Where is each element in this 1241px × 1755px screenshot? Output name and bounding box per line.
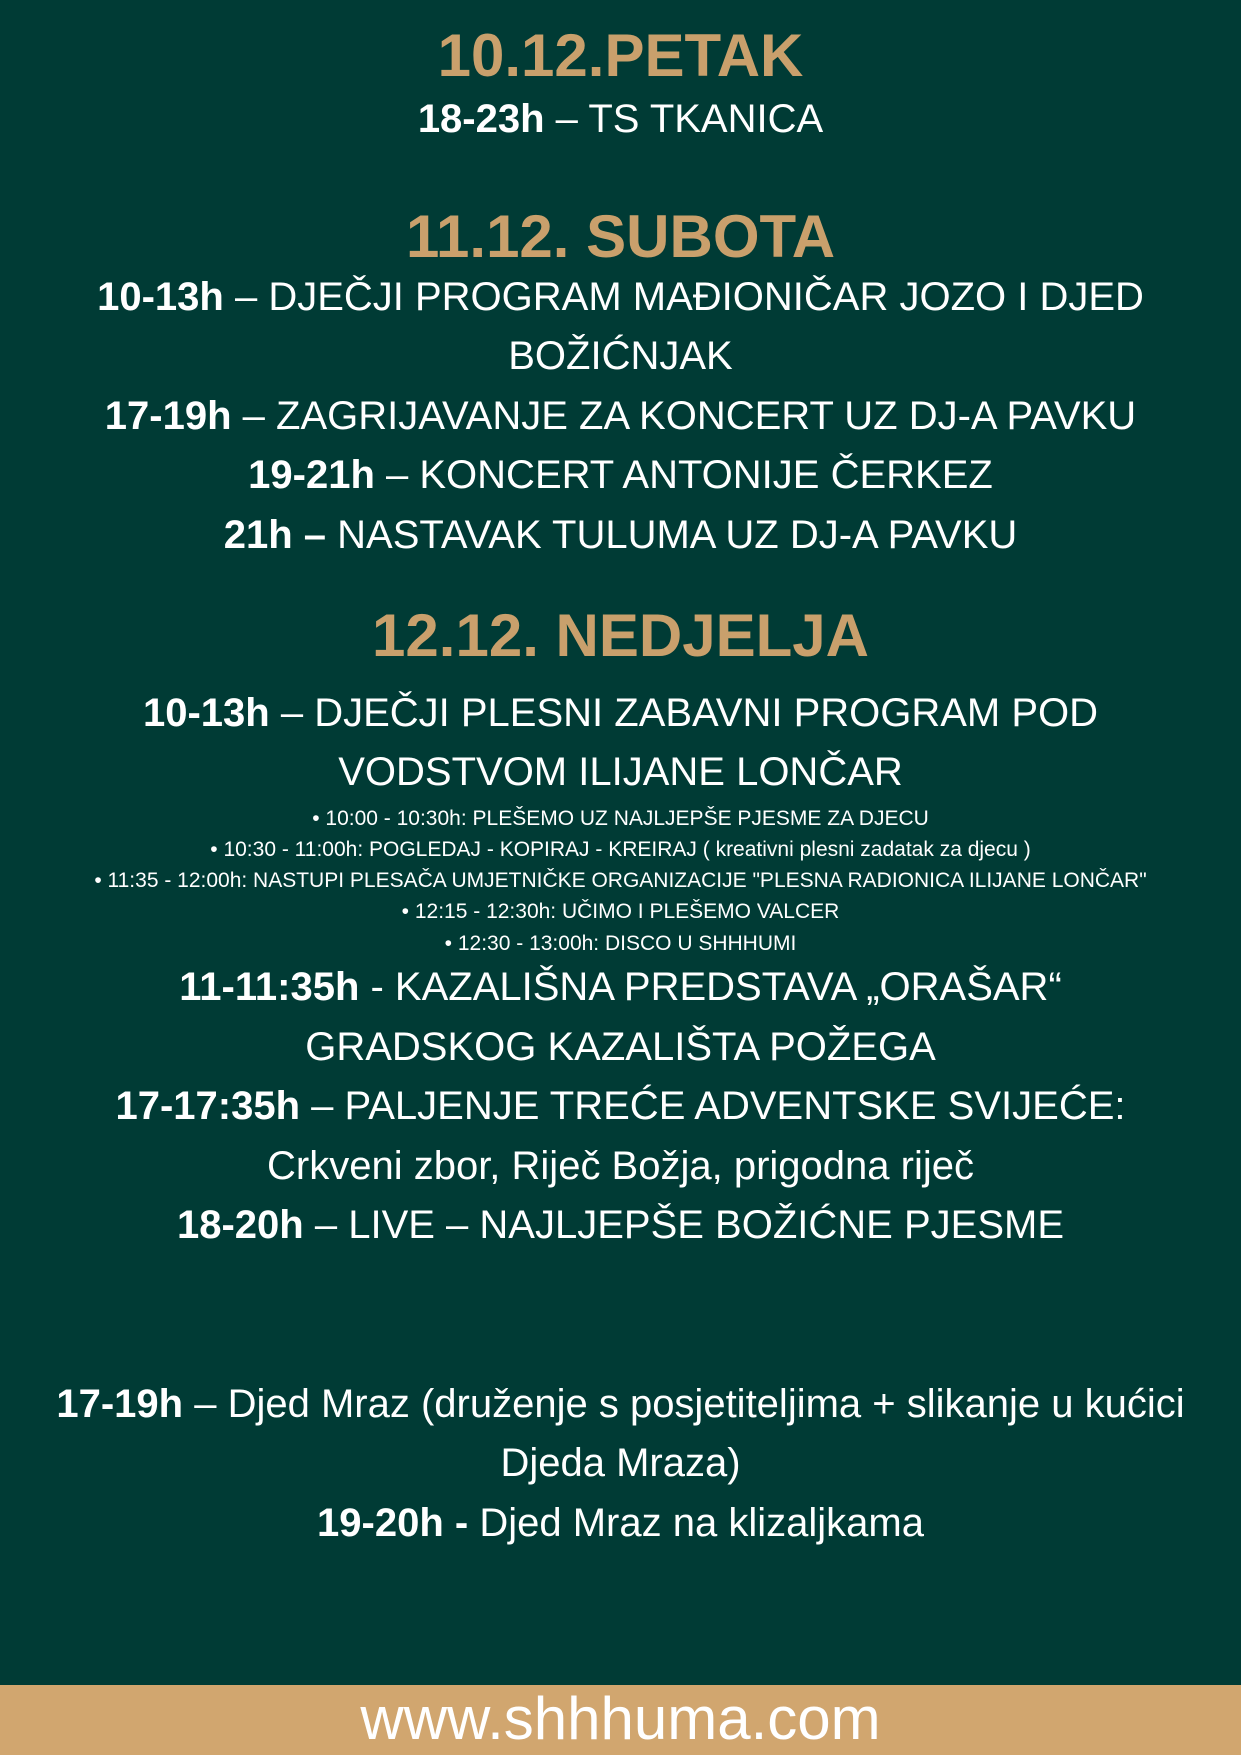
event-time: 17-19h xyxy=(56,1382,184,1426)
event-saturday-1-cont: BOŽIĆNJAK xyxy=(508,334,733,378)
event-santa-1: 17-19h – Djed Mraz (druženje s posjetiteljima + slikanje u kućici xyxy=(56,1382,1185,1426)
event-time: 17-17:35h xyxy=(115,1084,301,1128)
event-text: KAZALIŠNA PREDSTAVA „ORAŠAR“ xyxy=(394,965,1062,1009)
program-subitem: • 10:30 - 11:00h: POGLEDAJ - KOPIRAJ - KREIRAJ ( kreativni plesni zadatak za djecu ) xyxy=(210,838,1031,861)
event-text: PALJENJE TREĆE ADVENTSKE SVIJEĆE: xyxy=(344,1084,1126,1128)
day-title-friday: 10.12.PETAK xyxy=(437,22,804,89)
footer-bar xyxy=(0,1685,1241,1755)
event-text: Djed Mraz (druženje s posjetiteljima + slikanje u kućici xyxy=(227,1382,1185,1426)
event-sunday-2: 11-11:35h - KAZALIŠNA PREDSTAVA „ORAŠAR“ xyxy=(179,965,1062,1009)
event-sunday-4: 18-20h – LIVE – NAJLJEPŠE BOŽIĆNE PJESME xyxy=(176,1203,1064,1247)
event-text: NASTAVAK TULUMA UZ DJ-A PAVKU xyxy=(337,513,1018,557)
event-saturday-1: 10-13h – DJEČJI PROGRAM MAĐIONIČAR JOZO I DJED xyxy=(97,275,1144,319)
event-text: DJEČJI PLESNI ZABAVNI PROGRAM POD xyxy=(314,691,1099,735)
event-friday-1: 18-23h – TS TKANICA xyxy=(417,97,824,141)
event-sunday-1: 10-13h – DJEČJI PLESNI ZABAVNI PROGRAM POD xyxy=(142,691,1099,735)
event-time: 21h – xyxy=(223,513,327,557)
event-time: 18-20h xyxy=(176,1203,304,1247)
event-saturday-3: 19-21h – KONCERT ANTONIJE ČERKEZ xyxy=(248,453,993,497)
event-text: ZAGRIJAVANJE ZA KONCERT UZ DJ-A PAVKU xyxy=(276,394,1137,438)
event-text: DJEČJI PROGRAM MAĐIONIČAR JOZO I DJED xyxy=(268,275,1144,319)
event-sunday-2-cont: GRADSKOG KAZALIŠTA POŽEGA xyxy=(305,1025,936,1069)
event-santa-1-cont: Djeda Mraza) xyxy=(500,1441,741,1485)
event-santa-2 xyxy=(0,1499,1241,1547)
event-text: TS TKANICA xyxy=(588,97,824,141)
event-saturday-4 xyxy=(0,511,1241,559)
program-subitem: • 11:35 - 12:00h: NASTUPI PLESAČA UMJETNIČKE ORGANIZACIJE "PLESNA RADIONICA ILIJANE LONČAR" xyxy=(94,869,1147,892)
event-saturday-2: 17-19h – ZAGRIJAVANJE ZA KONCERT UZ DJ-A PAVKU xyxy=(104,394,1137,438)
event-time: 10-13h xyxy=(142,691,270,735)
event-text: LIVE – NAJLJEPŠE BOŽIĆNE PJESME xyxy=(348,1203,1064,1247)
event-time: 10-13h xyxy=(97,275,224,319)
day-title-saturday: 11.12. SUBOTA xyxy=(405,203,836,270)
event-time: 19-21h xyxy=(248,453,375,497)
event-time: 18-23h xyxy=(417,97,545,141)
event-sunday-3: 17-17:35h – PALJENJE TREĆE ADVENTSKE SVIJEĆE: xyxy=(115,1084,1126,1128)
program-subitem: • 12:30 - 13:00h: DISCO U SHHHUMI xyxy=(444,932,797,955)
event-sunday-3-cont: Crkveni zbor, Riječ Božja, prigodna riječ xyxy=(267,1144,974,1188)
event-text: KONCERT ANTONIJE ČERKEZ xyxy=(419,453,993,497)
day-title-sunday: 12.12. NEDJELJA xyxy=(372,602,869,669)
website-link[interactable]: www.shhhuma.com xyxy=(360,1685,881,1752)
event-time: 17-19h xyxy=(104,394,232,438)
program-subitem: • 10:00 - 10:30h: PLEŠEMO UZ NAJLJEPŠE PJESME ZA DJECU xyxy=(312,807,929,830)
event-sunday-1-cont: VODSTVOM ILIJANE LONČAR xyxy=(338,750,903,794)
event-time: 11-11:35h xyxy=(179,965,360,1009)
event-time: 19-20h - xyxy=(317,1501,469,1545)
event-text: Djed Mraz na klizaljkama xyxy=(479,1501,924,1545)
program-subitem: • 12:15 - 12:30h: UČIMO I PLEŠEMO VALCER xyxy=(401,900,840,923)
